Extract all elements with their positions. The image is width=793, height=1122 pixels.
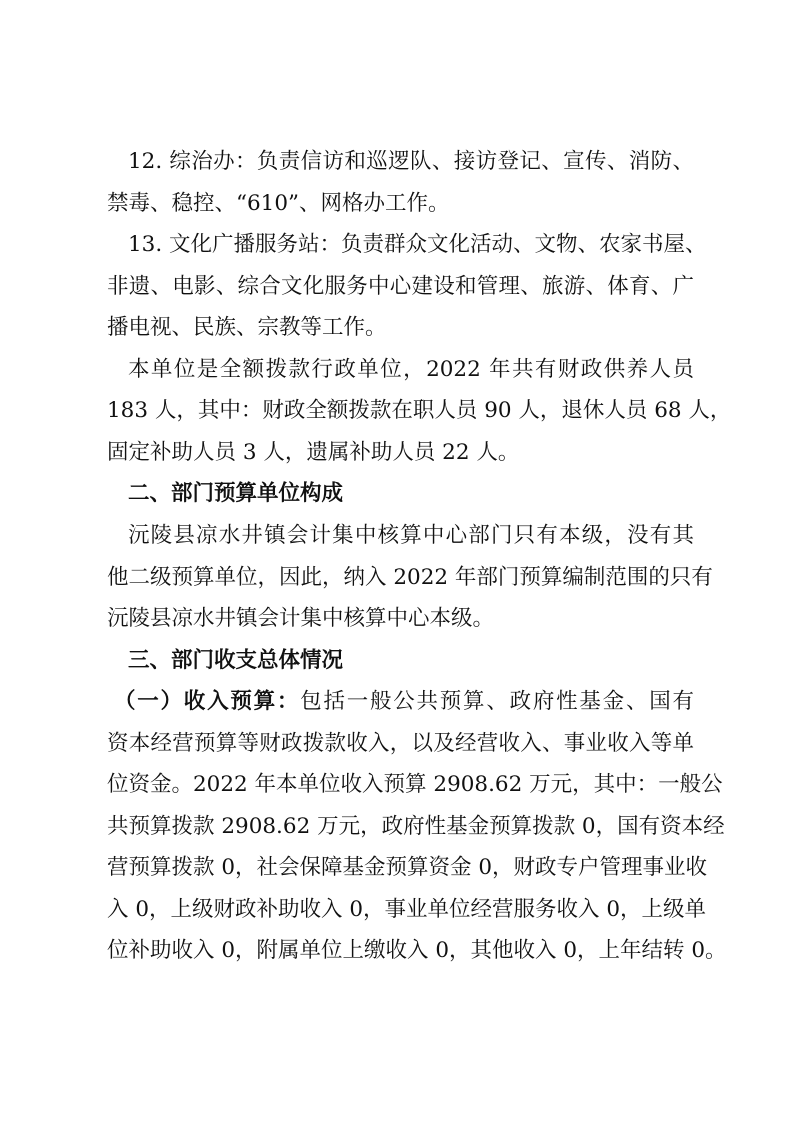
text-line: 营预算拨款 0，社会保障基金预算资金 0，财政专户管理事业收	[107, 855, 708, 881]
text-line: 位补助收入 0，附属单位上缴收入 0，其他收入 0，上年结转 0。	[107, 938, 727, 964]
text-line: 共预算拨款 2908.62 万元，政府性基金预算拨款 0，国有资本经	[107, 813, 725, 839]
text-line: 沅陵县凉水井镇会计集中核算中心本级。	[107, 606, 495, 632]
text-line: 13. 文化广播服务站：负责群众文化活动、文物、农家书屋、	[128, 232, 707, 258]
text-line: 他二级预算单位，因此，纳入 2022 年部门预算编制范围的只有	[107, 564, 713, 590]
section-heading: 二、部门预算单位构成	[128, 481, 344, 507]
text-line	[114, 687, 694, 717]
text-line: 资本经营预算等财政拨款收入，以及经营收入、事业收入等单	[107, 730, 694, 756]
text-line: 位资金。2022 年本单位收入预算 2908.62 万元，其中：一般公	[107, 772, 723, 798]
text-line: 禁毒、稳控、“610”、网格办工作。	[107, 190, 450, 216]
text-line: 非遗、电影、综合文化服务中心建设和管理、旅游、体育、广	[107, 273, 694, 299]
text-line: 12. 综治办：负责信访和巡逻队、接访登记、宣传、消防、	[128, 149, 694, 174]
text-line: 183 人，其中：财政全额拨款在职人员 90 人，退休人员 68 人，	[107, 398, 732, 424]
subsection-label: （一）收入预算：	[114, 689, 301, 715]
text-line: 播电视、民族、宗教等工作。	[107, 315, 387, 341]
text-line: 本单位是全额拨款行政单位，2022 年共有财政供养人员	[128, 356, 694, 382]
text-line: 沅陵县凉水井镇会计集中核算中心部门只有本级，没有其	[128, 522, 694, 548]
section-heading: 三、部门收支总体情况	[128, 647, 344, 673]
text-span: 包括一般公共预算、政府性基金、国有	[300, 689, 694, 715]
text-line: 固定补助人员 3 人，遗属补助人员 22 人。	[107, 439, 520, 465]
text-line: 入 0，上级财政补助收入 0，事业单位经营服务收入 0，上级单	[107, 896, 707, 922]
